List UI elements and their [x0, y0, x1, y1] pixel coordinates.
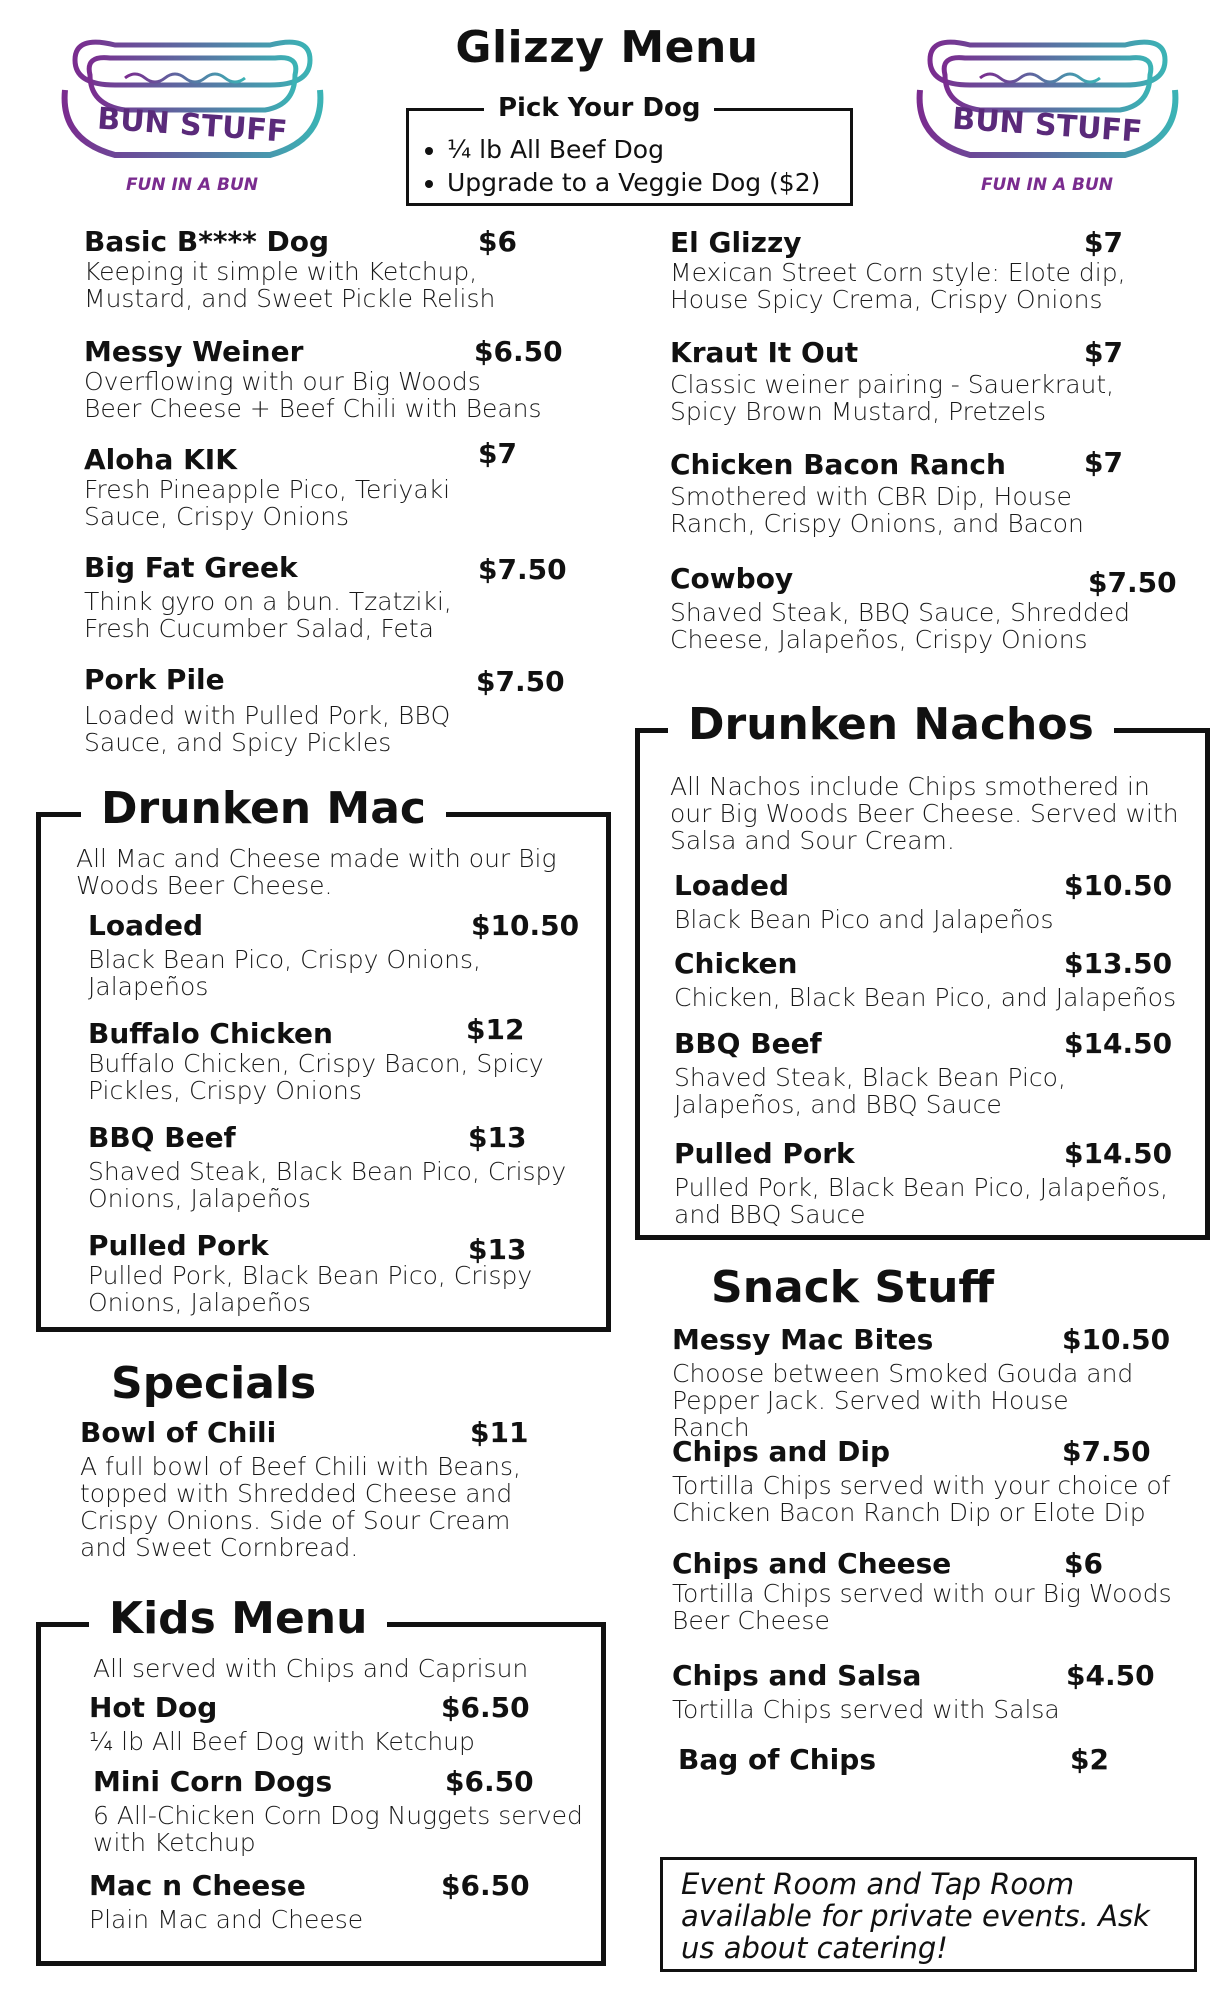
item-description: Chicken, Black Bean Pico, and Jalapeños: [674, 983, 1177, 1012]
item-price: $13: [468, 1233, 527, 1266]
menu-item: [670, 226, 1190, 336]
item-name: Pulled Pork: [88, 1229, 269, 1262]
menu-item: [674, 947, 1194, 1027]
kids-menu-title: Kids Menu: [89, 1593, 387, 1644]
item-price: $6.50: [474, 335, 563, 368]
item-description: Classic weiner pairing - Sauerkraut, Spicy Brown Mustard, Pretzels: [670, 370, 1115, 426]
item-description: Tortilla Chips served with Salsa: [672, 1695, 1060, 1724]
menu-item: [84, 335, 564, 443]
item-name: Messy Weiner: [84, 335, 304, 368]
menu-item: [670, 448, 1190, 562]
item-description: Mexican Street Corn style: Elote dip, House Spicy Crema, Crispy Onions: [670, 258, 1126, 314]
drunken-nachos-items: [674, 869, 1194, 1227]
item-name: Pulled Pork: [674, 1137, 855, 1170]
pick-your-dog-title: Pick Your Dog: [484, 93, 714, 123]
item-description: Choose between Smoked Gouda and Pepper Jack. Served with House Ranch: [672, 1359, 1134, 1442]
item-name: Chicken Bacon Ranch: [670, 448, 1006, 481]
pick-your-dog-list: [419, 133, 820, 199]
item-price: $10.50: [1062, 1323, 1171, 1356]
private-events-note: Event Room and Tap Room available for private events. Ask us about catering!: [681, 1867, 1150, 1965]
menu-item: [674, 869, 1194, 947]
item-description: Shaved Steak, Black Bean Pico, Jalapeños, and BBQ Sauce: [674, 1063, 1066, 1119]
menu-item: [88, 1121, 588, 1229]
item-price: $10.50: [471, 909, 580, 942]
item-price: $6: [478, 225, 517, 258]
dogs-left-column: [84, 225, 567, 763]
menu-item: [674, 1027, 1194, 1137]
dogs-right-column: [670, 226, 1190, 662]
item-price: $11: [470, 1416, 529, 1449]
item-name: Bag of Chips: [678, 1743, 876, 1776]
item-price: $6.50: [441, 1691, 530, 1724]
specials-title: Specials: [111, 1358, 317, 1409]
item-price: $10.50: [1064, 869, 1173, 902]
item-price: $7.50: [476, 665, 565, 698]
drunken-mac-items: [88, 909, 588, 1319]
item-description: Fresh Pineapple Pico, Teriyaki Sauce, Crispy Onions: [84, 475, 451, 531]
item-description: Shaved Steak, BBQ Sauce, Shredded Cheese, Jalapeños, Crispy Onions: [670, 598, 1130, 654]
item-price: $6: [1064, 1547, 1103, 1580]
item-name: Cowboy: [670, 562, 794, 595]
menu-item: [84, 225, 564, 335]
snack-stuff-items: [672, 1323, 1192, 1793]
item-description: Pulled Pork, Black Bean Pico, Jalapeños, and BBQ Sauce: [674, 1173, 1169, 1229]
item-description: Buffalo Chicken, Crispy Bacon, Spicy Pickles, Crispy Onions: [88, 1049, 544, 1105]
menu-item: [88, 1013, 588, 1121]
item-name: Buffalo Chicken: [88, 1017, 333, 1050]
drunken-nachos-box: [635, 699, 1210, 1240]
item-price: $13.50: [1064, 947, 1173, 980]
item-name: Loaded: [674, 869, 790, 902]
item-price: $7: [1084, 336, 1123, 369]
item-price: $7.50: [1062, 1435, 1151, 1468]
item-name: Aloha KIK: [84, 443, 237, 476]
menu-item: [84, 437, 564, 551]
item-description: Black Bean Pico and Jalapeños: [674, 905, 1054, 934]
item-price: $4.50: [1066, 1659, 1155, 1692]
item-description: Overflowing with our Big Woods Beer Cheese + Beef Chili with Beans: [84, 367, 542, 423]
menu-item: [84, 663, 564, 763]
item-price: $7: [1084, 226, 1123, 259]
item-price: $7.50: [1088, 566, 1177, 599]
item-description: Think gyro on a bun. Tzatziki, Fresh Cucumber Salad, Feta: [84, 587, 452, 643]
logo-brand-text: BUN STUFF: [951, 101, 1144, 150]
menu-title: Glizzy Menu: [455, 22, 759, 73]
item-name: Chips and Dip: [672, 1435, 891, 1468]
item-name: Hot Dog: [89, 1691, 218, 1724]
item-description: 6 All-Chicken Corn Dog Nuggets served with Ketchup: [93, 1801, 583, 1857]
item-price: $14.50: [1064, 1027, 1173, 1060]
item-price: $2: [1070, 1743, 1109, 1776]
item-description: ¼ lb All Beef Dog with Ketchup: [89, 1727, 475, 1756]
item-price: $6.50: [445, 1765, 534, 1798]
item-name: Chips and Salsa: [672, 1659, 922, 1692]
logo-tagline-text: FUN IN A BUN: [980, 175, 1114, 195]
menu-item: [672, 1435, 1192, 1547]
drunken-mac-title: Drunken Mac: [81, 783, 446, 834]
menu-item: [88, 909, 588, 1017]
item-name: Mini Corn Dogs: [93, 1765, 333, 1798]
item-description: Pulled Pork, Black Bean Pico, Crispy Onions, Jalapeños: [88, 1261, 533, 1317]
menu-item: [89, 1691, 599, 1765]
item-name: Kraut It Out: [670, 336, 859, 369]
item-description: Tortilla Chips served with our Big Woods Beer Cheese: [672, 1579, 1172, 1635]
item-name: Chicken: [674, 947, 798, 980]
menu-item: [672, 1743, 1192, 1793]
item-description: Shaved Steak, Black Bean Pico, Crispy Onions, Jalapeños: [88, 1157, 567, 1213]
drunken-mac-intro: All Mac and Cheese made with our Big Woods Beer Cheese.: [76, 844, 557, 900]
item-price: $7.50: [478, 553, 567, 586]
item-name: BBQ Beef: [88, 1121, 236, 1154]
menu-item: [89, 1765, 599, 1869]
item-name: BBQ Beef: [674, 1027, 822, 1060]
menu-item: [672, 1323, 1192, 1442]
item-name: Messy Mac Bites: [672, 1323, 934, 1356]
item-price: $12: [466, 1013, 525, 1046]
item-name: Bowl of Chili: [80, 1416, 277, 1449]
pick-option: • Upgrade to a Veggie Dog ($2): [447, 166, 820, 199]
menu-item: [670, 562, 1190, 662]
menu-item: [674, 1137, 1194, 1227]
menu-item: [89, 1869, 599, 1939]
item-name: Big Fat Greek: [84, 551, 298, 584]
kids-menu-items: [89, 1691, 599, 1939]
item-description: Smothered with CBR Dip, House Ranch, Crispy Onions, and Bacon: [670, 482, 1084, 538]
item-name: Mac n Cheese: [89, 1869, 306, 1902]
item-description: A full bowl of Beef Chili with Beans, topped with Shredded Cheese and Crispy Onions. Side of Sour Cream and Sweet Cornbread.: [80, 1452, 521, 1562]
drunken-nachos-intro: All Nachos include Chips smothered in our Big Woods Beer Cheese. Served with Salsa and Sour Cream.: [670, 772, 1179, 855]
item-name: Loaded: [88, 909, 204, 942]
pick-option: • ¼ lb All Beef Dog: [447, 133, 820, 166]
logo-tagline-text: FUN IN A BUN: [125, 175, 259, 195]
item-price: $6.50: [441, 1869, 530, 1902]
menu-item: [672, 1659, 1192, 1743]
menu-item: [672, 1547, 1192, 1659]
item-name: Pork Pile: [84, 663, 225, 696]
menu-item: [80, 1416, 580, 1561]
snack-stuff-title: Snack Stuff: [711, 1262, 995, 1313]
specials-items: [80, 1416, 580, 1561]
item-price: $14.50: [1064, 1137, 1173, 1170]
item-name: Basic B**** Dog: [84, 225, 330, 258]
private-events-note-box: [660, 1857, 1197, 1972]
item-price: $7: [478, 437, 517, 470]
item-price: $7: [1084, 446, 1123, 479]
kids-menu-intro: All served with Chips and Caprisun: [93, 1654, 529, 1683]
logo-brand-text: BUN STUFF: [96, 101, 289, 150]
item-description: Loaded with Pulled Pork, BBQ Sauce, and Spicy Pickles: [84, 701, 451, 757]
pick-your-dog-box: [406, 93, 853, 206]
item-description: Black Bean Pico, Crispy Onions, Jalapeños: [88, 945, 481, 1001]
drunken-nachos-title: Drunken Nachos: [668, 699, 1114, 750]
kids-menu-box: [36, 1593, 606, 1966]
drunken-mac-box: [36, 783, 611, 1332]
menu-item: [88, 1229, 588, 1319]
item-description: Keeping it simple with Ketchup, Mustard, and Sweet Pickle Relish: [84, 257, 496, 313]
menu-item: [670, 336, 1190, 448]
item-name: El Glizzy: [670, 226, 802, 259]
item-description: Plain Mac and Cheese: [89, 1905, 364, 1934]
item-name: Chips and Cheese: [672, 1547, 952, 1580]
item-description: Tortilla Chips served with your choice of Chicken Bacon Ranch Dip or Elote Dip: [672, 1471, 1171, 1527]
item-price: $13: [468, 1121, 527, 1154]
menu-item: [84, 551, 567, 663]
